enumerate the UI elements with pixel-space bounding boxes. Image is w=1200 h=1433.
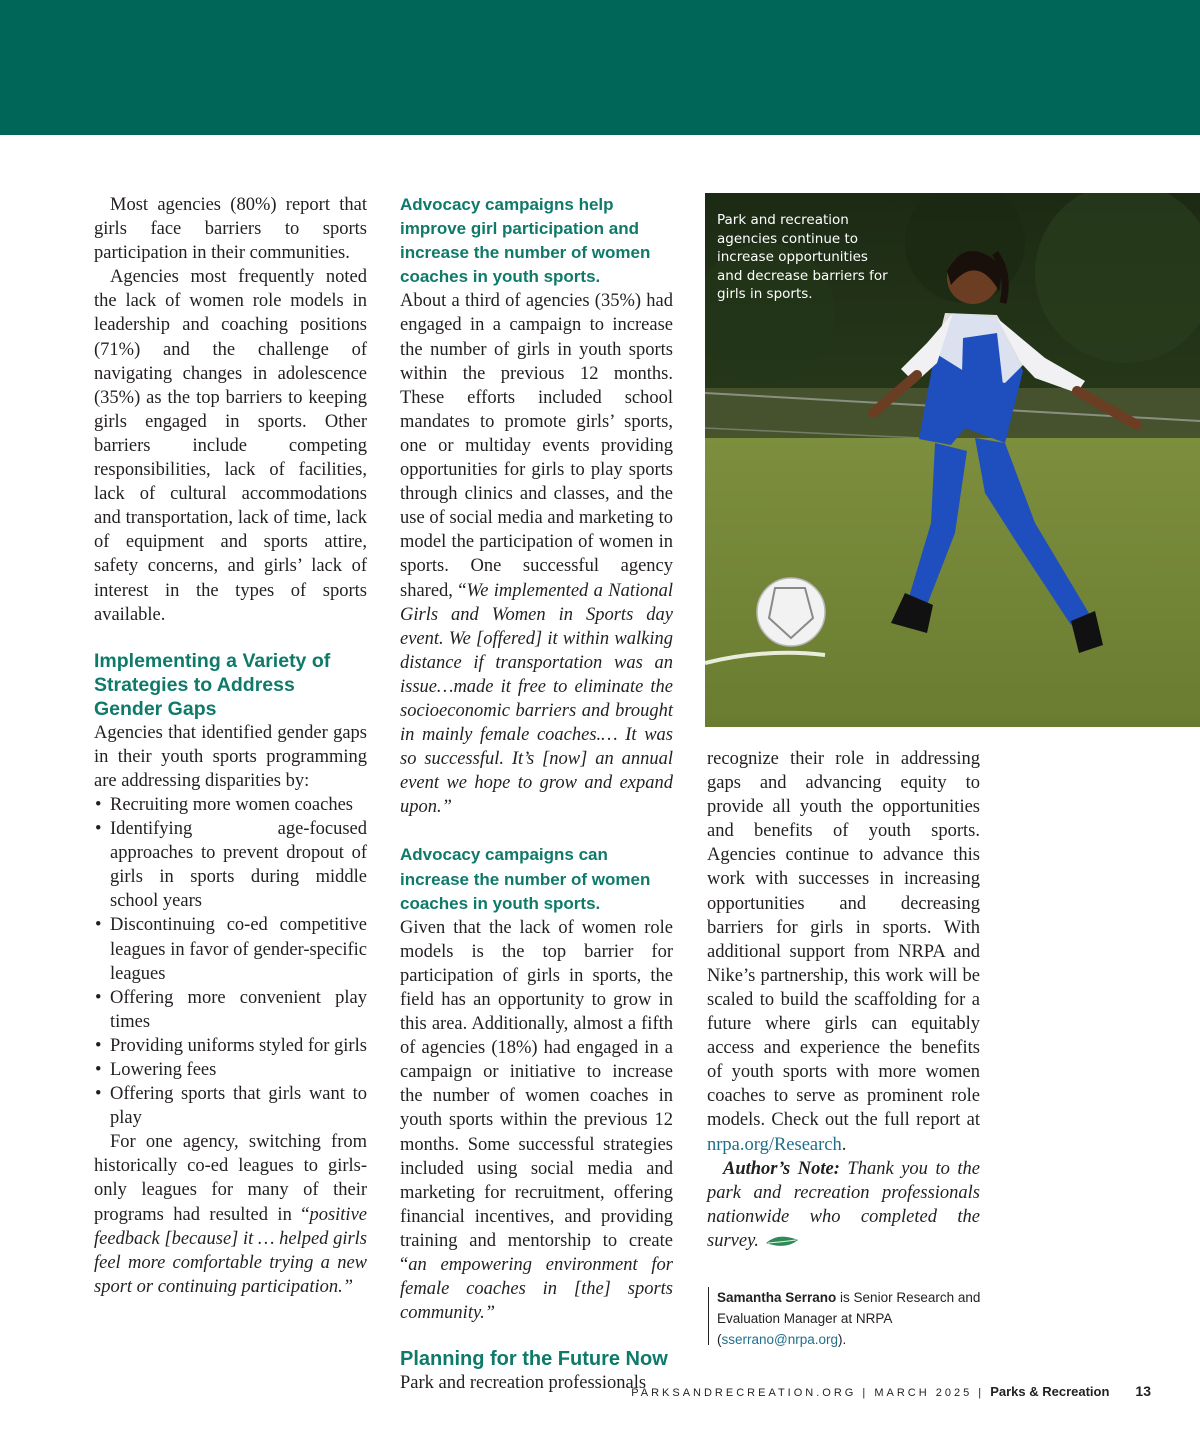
heading-advocacy-participation: Advocacy campaigns help improve girl participation and increase the number of women coaches in youth sports. [400,195,651,287]
strategy-list [94,793,367,1130]
heading-advocacy-coaches: Advocacy campaigns can increase the number of women coaches in youth sports. [400,845,651,913]
list-item: • Offering more convenient play times [94,986,367,1034]
header-banner [0,0,1200,135]
list-item: • Recruiting more women coaches [94,793,367,817]
footer-separator: | [972,1387,991,1399]
authors-note [707,1157,980,1253]
column-2 [400,193,673,1395]
column-3 [707,747,980,1253]
paragraph-planning: Park and recreation professionals [400,1373,647,1394]
paragraph-barriers-intro: Most agencies (80%) report that girls face barriers to sports participation in their communities. [94,195,367,264]
author-email-link[interactable]: sserrano@nrpa.org [721,1332,839,1347]
list-item: • Identifying age-focused approaches to prevent dropout of girls in sports during middle school years [94,817,367,913]
leaf-end-icon [764,1234,800,1250]
paragraph-top-barriers: Agencies most frequently noted the lack of women role models in leadership and coaching positions (71%) and the challenge of navigating changes in adolescence (35%) as the top barriers to keeping girls engaged in sports. Other barriers include competing responsibilities, lack of facilities, lack of cultural accommodations and transportation, lack of time, lack of equipment and sports attire, safety concerns, and girls’ lack of interest in the types of sports available. [94,267,367,625]
page-number: 13 [1135,1383,1151,1399]
list-item: • Discontinuing co-ed competitive leagues in favor of gender-specific leagues [94,913,367,985]
authors-note-label: Author’s Note: [723,1158,840,1179]
paragraph-text: About a third of agencies (35%) had engaged in a campaign to increase the number of girls in youth sports within the previous 12 months. These efforts included school mandates to promote girls’ sports, one or multiday events providing opportunities for girls to play sports through clinics and classes, and the use of social media and marketing to model the participation of women in sports. One successful agency shared, “ [400,291,673,601]
paragraph-end: . [841,1134,847,1155]
paragraph-campaigns [400,289,673,819]
page-footer [631,1383,1151,1401]
paragraph-text: Given that the lack of women role models is the top barrier for participation of girls in sports, the field has an opportunity to grow in this area. Additionally, almost a fifth of agencies (18%) had engaged in a campaign or initiative to increase the number of women coaches in youth sports within the previous 12 months. Some successful strategies included using social media and marketing for recruitment, offering financial incentives, and providing training and mentorship to create “ [400,917,673,1276]
quote-text: positive feedback [because] it … helped girls feel more comfortable trying a new sport or continuing participation.” [94,1204,367,1297]
heading-planning: Planning for the Future Now [400,1348,668,1371]
photo-caption: Park and recreation agencies continue to increase opportunities and decrease barriers for girls in sports. [717,212,888,302]
list-item: • Providing uniforms styled for girls [94,1034,367,1058]
footer-site: PARKSANDRECREATION.ORG [631,1387,857,1399]
paragraph-women-coaches [400,916,673,1326]
quote-text: an empowering environment for female coaches in [the] sports community.” [400,1255,673,1324]
paragraph-conclusion [707,747,980,1157]
quote-text: We implemented a National Girls and Women in Sports day event. We [offered] it within walking distance if transportation was an issue…made it free to eliminate the socioeconomic barriers and brought in mainly female coaches.… It was so successful. It’s [now] an annual event we hope to grow and expand upon.” [400,580,673,818]
heading-strategies: Implementing a Variety of Strategies to Address Gender Gaps [94,649,331,720]
authors-note-text: Thank you to the park and recreation professionals nationwide who completed the survey. [707,1158,980,1251]
footer-separator: | [856,1387,875,1399]
paragraph-text: recognize their role in addressing gaps and advancing equity to provide all youth the opportunities and benefits of youth sports. Agencies continue to advance this work with successes in increasing opportunities and decreasing barriers for girls in sports. With additional support from NRPA and Nike’s partnership, this work will be scaled to build the scaffolding for a future where girls can equitably access and experience the benefits of youth sports with more women coaches to serve as prominent role models. Check out the full report at [707,749,980,1131]
research-link[interactable]: nrpa.org/Research [707,1134,842,1155]
column-1 [94,193,367,1299]
footer-date: MARCH 2025 [874,1387,973,1399]
list-item: • Lowering fees [94,1058,367,1082]
author-name: Samantha Serrano [717,1290,837,1305]
bio-end: ). [838,1332,847,1347]
footer-magazine: Parks & Recreation [990,1384,1110,1399]
list-item: • Offering sports that girls want to play [94,1082,367,1130]
paragraph-disparities: Agencies that identified gender gaps in their youth sports programming are addressing disparities by: [94,722,367,791]
author-role: is Senior Research and Evaluation Manager at NRPA ( [717,1290,981,1347]
author-bio [708,1287,987,1345]
paragraph-text: For one agency, switching from historically co-ed leagues to girls-only leagues for many of their programs had resulted in “ [94,1132,367,1225]
paragraph-girls-only-leagues [94,1130,367,1299]
